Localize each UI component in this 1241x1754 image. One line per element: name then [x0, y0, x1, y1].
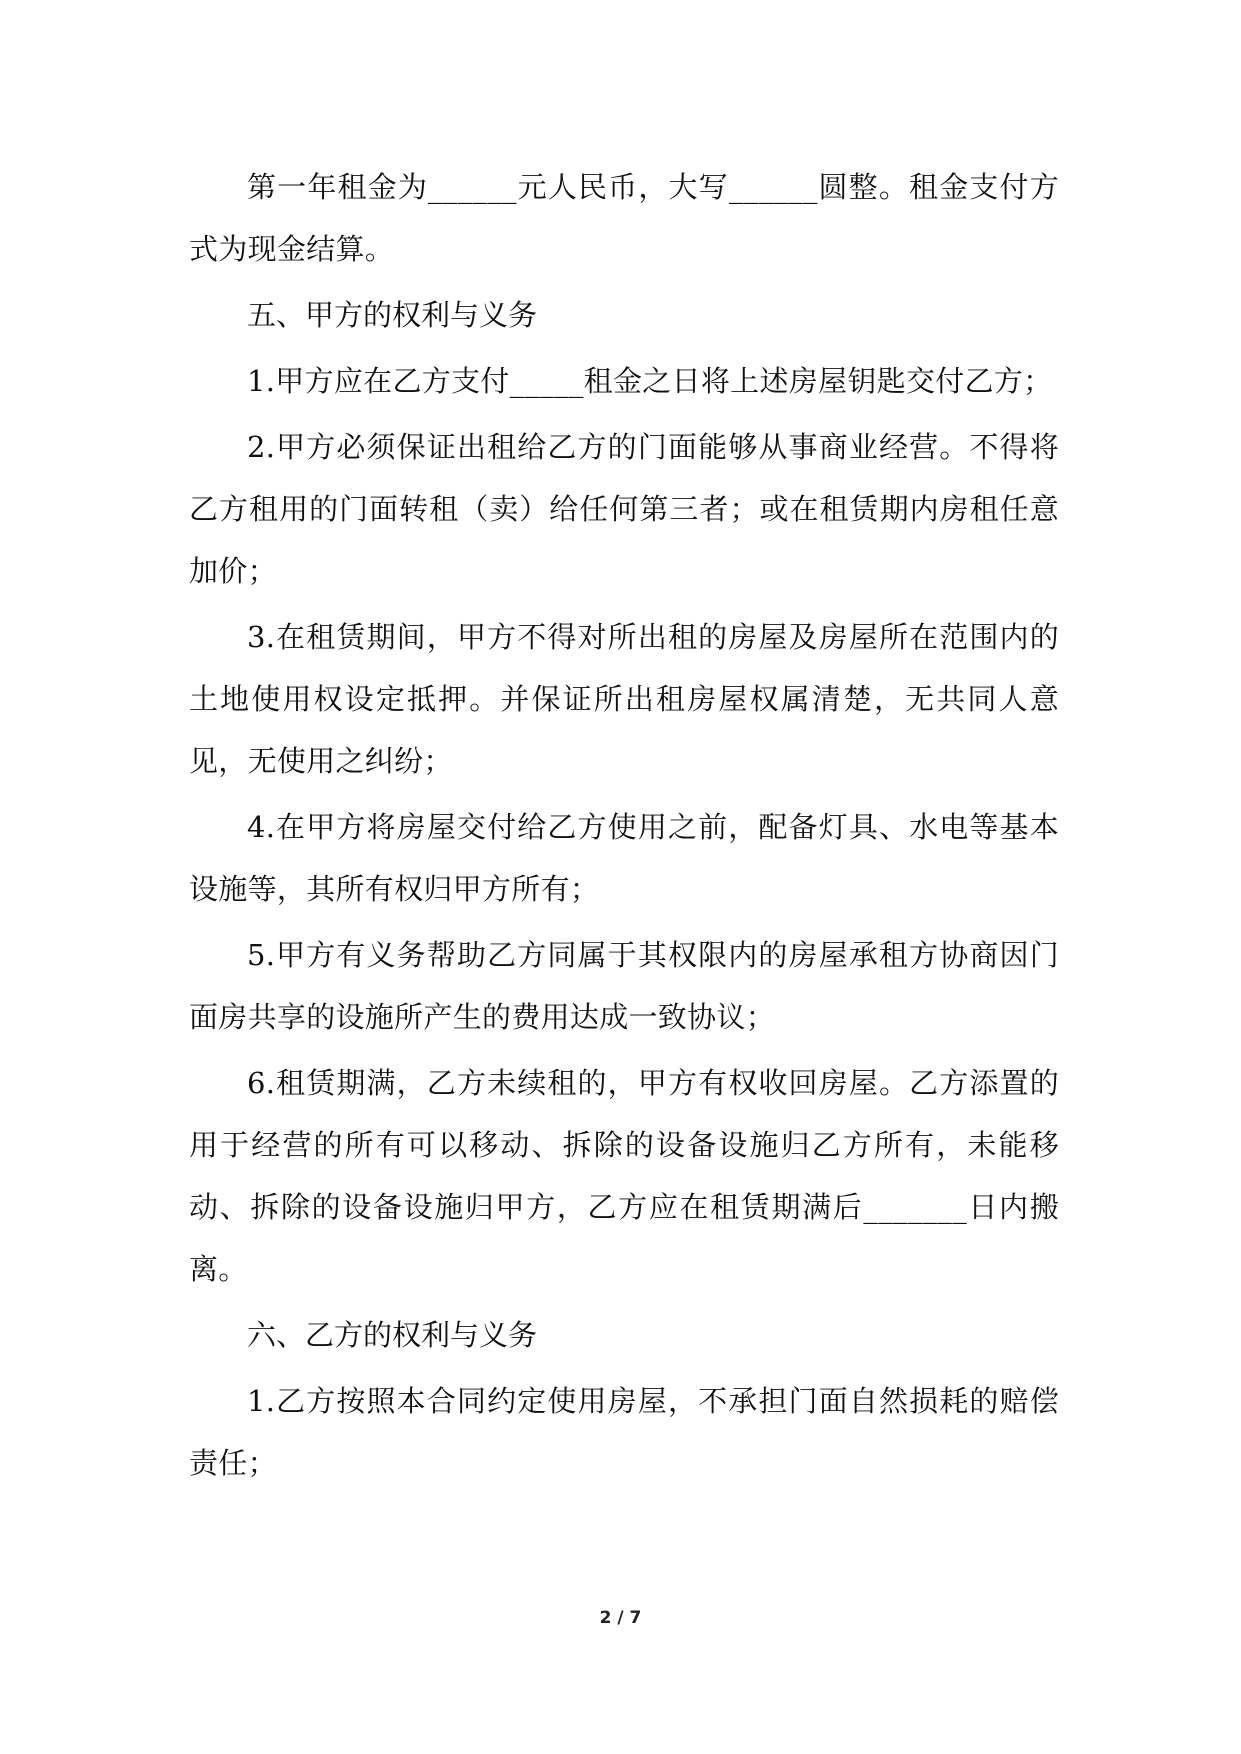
- document-body: [189, 156, 1059, 1498]
- page-number: 2 / 7: [599, 1608, 642, 1628]
- section-six-heading: 六、乙方的权利与义务: [247, 1318, 538, 1352]
- party-a-clause-2: 2.甲方必须保证出租给乙方的门面能够从事商业经营。不得将乙方租用的门面转租（卖）给任何第三者；或在租赁期内房租任意加价；: [189, 430, 1059, 588]
- party-a-clause-5: 5.甲方有义务帮助乙方同属于其权限内的房屋承租方协商因门面房共享的设施所产生的费用达成一致协议；: [189, 938, 1059, 1034]
- party-a-clause-1: 1.甲方应在乙方支付_____租金之日将上述房屋钥匙交付乙方；: [247, 364, 1053, 398]
- party-b-clause-1: 1.乙方按照本合同约定使用房屋，不承担门面自然损耗的赔偿责任；: [189, 1384, 1059, 1480]
- rent-payment-paragraph: 第一年租金为______元人民币，大写______圆整。租金支付方式为现金结算。: [189, 170, 1059, 266]
- party-a-clause-3: 3.在租赁期间，甲方不得对所出租的房屋及房屋所在范围内的土地使用权设定抵押。并保证所出租房屋权属清楚，无共同人意见，无使用之纠纷；: [189, 620, 1059, 778]
- party-a-clause-4: 4.在甲方将房屋交付给乙方使用之前，配备灯具、水电等基本设施等，其所有权归甲方所有；: [189, 810, 1059, 906]
- party-a-clause-6: 6.租赁期满，乙方未续租的，甲方有权收回房屋。乙方添置的用于经营的所有可以移动、拆除的设备设施归乙方所有，未能移动、拆除的设备设施归甲方，乙方应在租赁期满后_______日内搬离。: [189, 1066, 1059, 1286]
- section-five-heading: 五、甲方的权利与义务: [247, 298, 538, 332]
